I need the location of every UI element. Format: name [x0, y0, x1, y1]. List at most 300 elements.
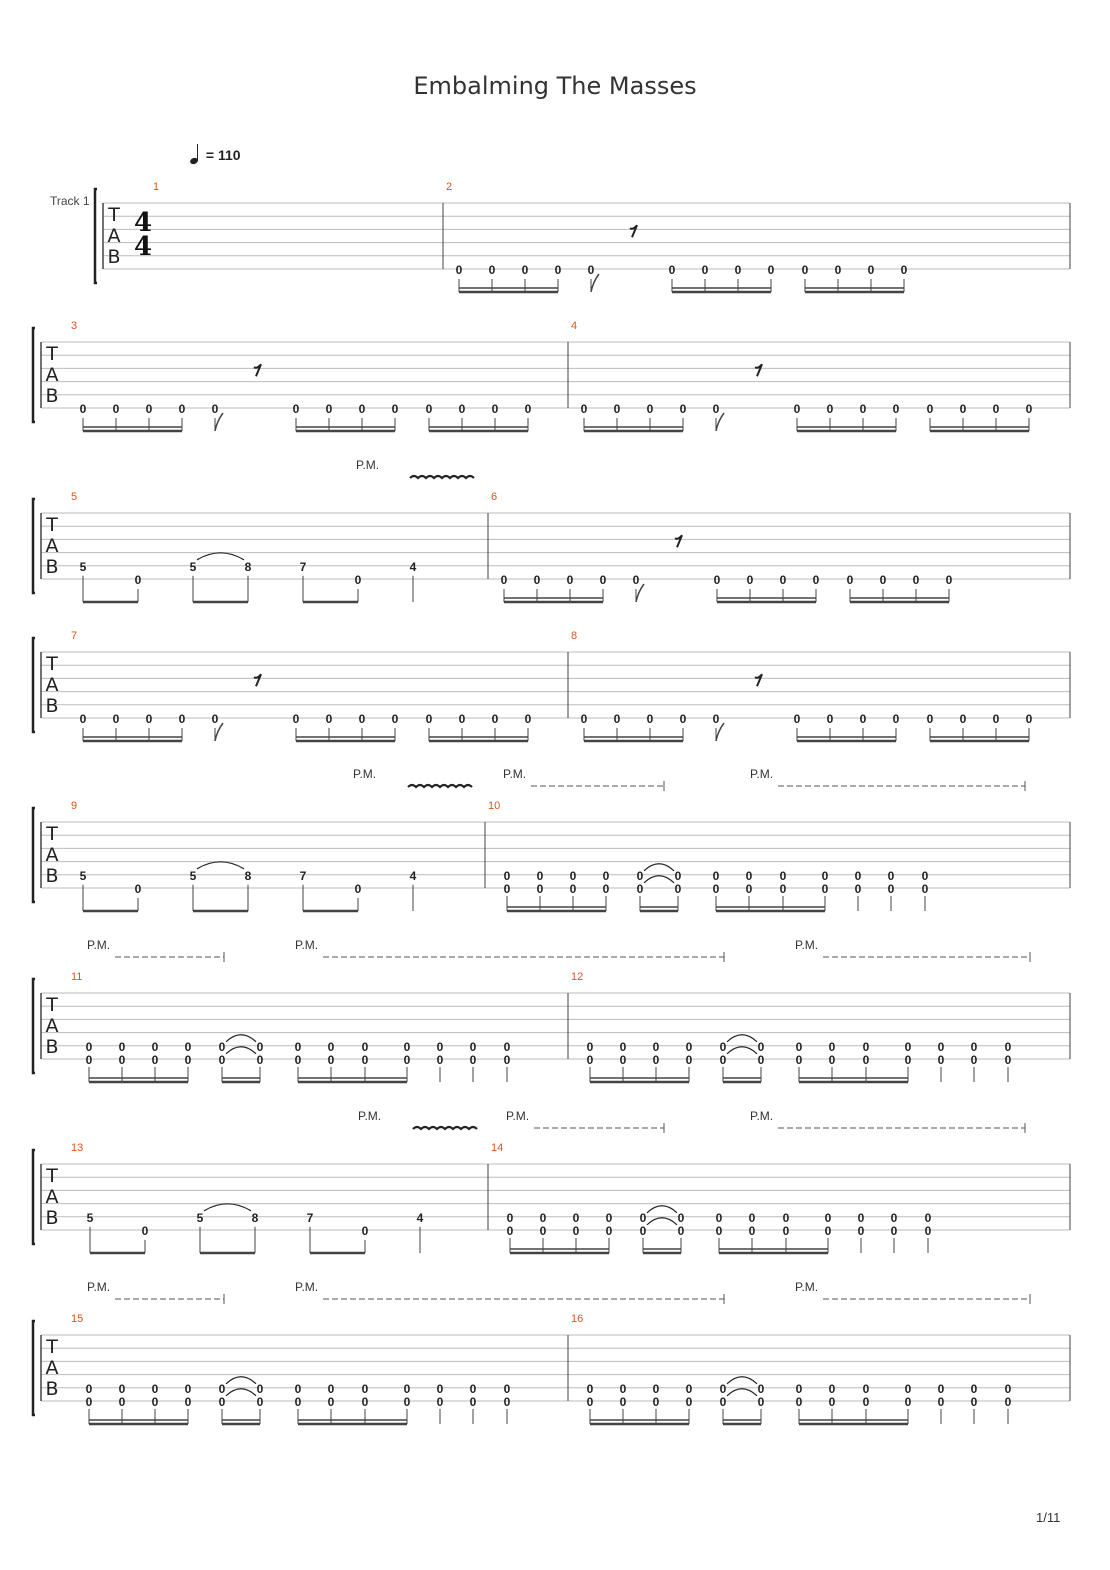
fret-number: 0 [701, 263, 709, 277]
fret-number: 0 [757, 1381, 765, 1396]
fret-number: 0 [327, 1039, 335, 1054]
fret-number: 0 [599, 573, 607, 587]
tie-arc [226, 1035, 256, 1042]
fret-number: 0 [924, 1210, 932, 1225]
palm-mute-label: P.M. [358, 1109, 382, 1123]
fret-number: 0 [358, 402, 366, 416]
fret-number: 4 [409, 559, 417, 574]
measure-number: 7 [71, 630, 78, 642]
fret-number: 0 [145, 712, 153, 726]
fret-number: 0 [294, 1039, 302, 1054]
tab-letter-b: B [45, 1036, 59, 1058]
fret-number: 0 [632, 573, 640, 587]
fret-number: 0 [639, 1210, 647, 1225]
fret-number: 0 [636, 868, 644, 883]
fret-number: 0 [887, 868, 895, 883]
tie-arc [647, 1218, 677, 1225]
fret-number: 0 [652, 1053, 660, 1067]
fret-number: 0 [325, 712, 333, 726]
tie-arc [727, 1377, 757, 1384]
fret-number: 0 [425, 712, 433, 726]
palm-mute-label: P.M. [295, 1280, 319, 1294]
fret-number: 0 [521, 263, 529, 277]
tab-system [33, 1280, 1070, 1424]
fret-number: 0 [970, 1395, 978, 1409]
fret-number: 0 [294, 1395, 302, 1409]
fret-number: 0 [118, 1039, 126, 1054]
fret-number: 5 [189, 559, 197, 574]
fret-number: 0 [970, 1053, 978, 1067]
fret-number: 0 [112, 402, 120, 416]
fret-number: 0 [685, 1039, 693, 1054]
fret-number: 0 [358, 712, 366, 726]
track-label: Track 1 [50, 194, 90, 208]
fret-number: 0 [184, 1395, 192, 1409]
fret-number: 0 [503, 1381, 511, 1396]
eighth-rest [254, 674, 261, 686]
tie-arc [727, 1035, 757, 1042]
tab-system [33, 458, 1070, 602]
fret-number: 0 [325, 402, 333, 416]
fret-number: 0 [652, 1381, 660, 1396]
fret-number: 0 [586, 1053, 594, 1067]
tie-arc [727, 1389, 757, 1396]
fret-number: 0 [890, 1224, 898, 1238]
tab-letter-t: T [46, 994, 58, 1016]
palm-mute-label: P.M. [795, 1280, 819, 1294]
fret-number: 0 [826, 402, 834, 416]
system-bracket [95, 189, 97, 283]
palm-mute-label: P.M. [353, 767, 377, 781]
fret-number: 0 [524, 402, 532, 416]
fret-number: 0 [719, 1039, 727, 1054]
fret-number: 0 [757, 1039, 765, 1054]
fret-number: 0 [218, 1381, 226, 1396]
fret-number: 0 [469, 1039, 477, 1054]
fret-number: 0 [613, 402, 621, 416]
tab-letter-b: B [107, 246, 121, 268]
time-signature-top: 4 [133, 208, 153, 238]
tab-letter-a: A [45, 535, 59, 557]
fret-number: 0 [436, 1039, 444, 1054]
fret-number: 0 [639, 1224, 647, 1238]
tab-letter-a: A [107, 225, 121, 247]
fret-number: 0 [569, 868, 577, 883]
fret-number: 0 [685, 1395, 693, 1409]
fret-number: 0 [425, 402, 433, 416]
fret-number: 0 [636, 882, 644, 896]
tie-arc [226, 1047, 256, 1054]
palm-mute-label: P.M. [87, 1280, 111, 1294]
fret-number: 0 [218, 1053, 226, 1067]
fret-number: 8 [244, 868, 252, 883]
fret-number: 0 [677, 1224, 685, 1238]
tab-letter-b: B [45, 385, 59, 407]
fret-number: 0 [712, 882, 720, 896]
measure-number: 9 [71, 800, 78, 812]
fret-number: 0 [857, 1210, 865, 1225]
tab-letter-b: B [45, 695, 59, 717]
palm-mute-label: P.M. [506, 1109, 530, 1123]
fret-number: 0 [767, 263, 775, 277]
tab-system [33, 630, 1070, 741]
fret-number: 0 [539, 1210, 547, 1225]
tab-letter-a: A [45, 674, 59, 696]
palm-mute-label: P.M. [295, 938, 319, 952]
fret-number: 0 [469, 1053, 477, 1067]
measure-number: 6 [491, 491, 498, 503]
fret-number: 0 [912, 573, 920, 587]
measure-number: 16 [571, 1313, 584, 1325]
measure-number: 2 [446, 181, 453, 193]
tie-arc [226, 1377, 256, 1384]
fret-number: 0 [361, 1381, 369, 1396]
fret-number: 0 [118, 1381, 126, 1396]
fret-number: 0 [580, 712, 588, 726]
fret-number: 0 [619, 1053, 627, 1067]
fret-number: 8 [251, 1210, 259, 1225]
fret-number: 0 [403, 1039, 411, 1054]
fret-number: 0 [834, 263, 842, 277]
fret-number: 0 [937, 1053, 945, 1067]
fret-number: 0 [937, 1039, 945, 1054]
fret-number: 0 [854, 882, 862, 896]
fret-number: 0 [533, 573, 541, 587]
fret-number: 0 [719, 1395, 727, 1409]
eighth-rest [755, 674, 762, 686]
eighth-rest [675, 535, 682, 547]
fret-number: 0 [904, 1039, 912, 1054]
fret-number: 0 [134, 573, 142, 587]
fret-number: 0 [748, 1210, 756, 1225]
fret-number: 0 [734, 263, 742, 277]
fret-number: 0 [824, 1210, 832, 1225]
measure-number: 8 [571, 630, 578, 642]
tab-letter-a: A [45, 1186, 59, 1208]
fret-number: 0 [327, 1381, 335, 1396]
fret-number: 0 [904, 1395, 912, 1409]
tie-arc [204, 1204, 251, 1211]
fret-number: 0 [178, 402, 186, 416]
fret-number: 0 [712, 868, 720, 883]
fret-number: 0 [679, 402, 687, 416]
fret-number: 0 [795, 1053, 803, 1067]
fret-number: 0 [646, 402, 654, 416]
fret-number: 0 [118, 1395, 126, 1409]
fret-number: 0 [503, 1053, 511, 1067]
fret-number: 0 [970, 1381, 978, 1396]
fret-number: 0 [795, 1039, 803, 1054]
fret-number: 0 [184, 1381, 192, 1396]
system-bracket [33, 328, 35, 422]
fret-number: 0 [605, 1210, 613, 1225]
fret-number: 0 [685, 1381, 693, 1396]
fret-number: 7 [299, 559, 307, 574]
tie-arc [226, 1389, 256, 1396]
fret-number: 0 [890, 1210, 898, 1225]
fret-number: 0 [959, 712, 967, 726]
fret-number: 0 [795, 1395, 803, 1409]
fret-number: 0 [937, 1395, 945, 1409]
fret-number: 0 [887, 882, 895, 896]
fret-number: 0 [503, 1039, 511, 1054]
eighth-rest [254, 364, 261, 376]
fret-number: 0 [151, 1395, 159, 1409]
tab-system [33, 767, 1070, 911]
fret-number: 0 [748, 1224, 756, 1238]
fret-number: 0 [85, 1039, 93, 1054]
fret-number: 0 [685, 1053, 693, 1067]
fret-number: 0 [134, 882, 142, 896]
tab-system [33, 320, 1070, 431]
fret-number: 0 [79, 712, 87, 726]
fret-number: 0 [926, 712, 934, 726]
fret-number: 0 [554, 263, 562, 277]
tie-arc [727, 1047, 757, 1054]
fret-number: 0 [779, 882, 787, 896]
fret-number: 0 [256, 1395, 264, 1409]
tie-arc [197, 553, 244, 560]
fret-number: 0 [151, 1053, 159, 1067]
fret-number: 0 [921, 868, 929, 883]
fret-number: 0 [586, 1395, 594, 1409]
fret-number: 5 [86, 1210, 94, 1225]
fret-number: 0 [801, 263, 809, 277]
fret-number: 0 [1004, 1381, 1012, 1396]
tab-letter-t: T [46, 514, 58, 536]
fret-number: 0 [79, 402, 87, 416]
fret-number: 0 [904, 1053, 912, 1067]
fret-number: 0 [458, 712, 466, 726]
tab-letter-a: A [45, 844, 59, 866]
fret-number: 0 [892, 712, 900, 726]
tab-letter-b: B [45, 1378, 59, 1400]
fret-number: 0 [793, 712, 801, 726]
system-bracket [33, 979, 35, 1073]
fret-number: 0 [491, 712, 499, 726]
fret-number: 0 [921, 882, 929, 896]
fret-number: 0 [712, 712, 720, 726]
time-signature-bottom: 4 [133, 232, 153, 262]
system-bracket [33, 499, 35, 593]
fret-number: 0 [506, 1210, 514, 1225]
palm-mute-label: P.M. [356, 458, 380, 472]
fret-number: 0 [327, 1053, 335, 1067]
fret-number: 0 [436, 1395, 444, 1409]
fret-number: 0 [211, 712, 219, 726]
fret-number: 0 [828, 1053, 836, 1067]
fret-number: 5 [189, 868, 197, 883]
fret-number: 0 [145, 402, 153, 416]
fret-number: 0 [566, 573, 574, 587]
measure-number: 11 [71, 971, 83, 983]
fret-number: 0 [862, 1395, 870, 1409]
tie-arc [197, 862, 244, 869]
fret-number: 0 [85, 1381, 93, 1396]
fret-number: 0 [715, 1224, 723, 1238]
fret-number: 0 [779, 573, 787, 587]
fret-number: 0 [361, 1053, 369, 1067]
fret-number: 0 [862, 1053, 870, 1067]
fret-number: 0 [218, 1395, 226, 1409]
palm-mute-label: P.M. [503, 767, 527, 781]
fret-number: 0 [679, 712, 687, 726]
fret-number: 0 [112, 712, 120, 726]
fret-number: 0 [503, 882, 511, 896]
fret-number: 0 [292, 402, 300, 416]
fret-number: 0 [857, 1224, 865, 1238]
palm-mute-label: P.M. [750, 767, 774, 781]
fret-number: 0 [828, 1381, 836, 1396]
fret-number: 0 [1004, 1053, 1012, 1067]
fret-number: 0 [580, 402, 588, 416]
fret-number: 0 [569, 882, 577, 896]
tab-letter-t: T [46, 343, 58, 365]
fret-number: 0 [587, 263, 595, 277]
fret-number: 0 [488, 263, 496, 277]
fret-number: 0 [539, 1224, 547, 1238]
fret-number: 0 [1025, 402, 1033, 416]
fret-number: 0 [719, 1381, 727, 1396]
fret-number: 0 [572, 1224, 580, 1238]
palm-mute-label: P.M. [795, 938, 819, 952]
tempo-value: = 110 [205, 147, 241, 163]
tab-system [33, 1109, 1070, 1253]
fret-number: 0 [403, 1053, 411, 1067]
fret-number: 7 [299, 868, 307, 883]
page-number: 1/11 [1036, 1510, 1061, 1525]
fret-number: 4 [409, 868, 417, 883]
fret-number: 0 [970, 1039, 978, 1054]
fret-number: 0 [757, 1395, 765, 1409]
tab-letter-b: B [45, 1207, 59, 1229]
fret-number: 0 [1004, 1039, 1012, 1054]
vibrato-wavy-line [413, 1127, 477, 1129]
fret-number: 0 [294, 1053, 302, 1067]
fret-number: 0 [256, 1039, 264, 1054]
fret-number: 0 [926, 402, 934, 416]
fret-number: 0 [782, 1224, 790, 1238]
fret-number: 0 [391, 402, 399, 416]
measure-number: 4 [571, 320, 578, 332]
fret-number: 0 [506, 1224, 514, 1238]
fret-number: 0 [821, 882, 829, 896]
measure-number: 3 [71, 320, 78, 332]
fret-number: 0 [619, 1039, 627, 1054]
fret-number: 0 [403, 1381, 411, 1396]
measure-number: 12 [571, 971, 584, 983]
tie-arc [644, 864, 674, 871]
fret-number: 0 [745, 882, 753, 896]
tab-letter-b: B [45, 865, 59, 887]
measure-number: 10 [488, 800, 501, 812]
fret-number: 0 [862, 1039, 870, 1054]
fret-number: 0 [713, 573, 721, 587]
fret-number: 0 [469, 1395, 477, 1409]
fret-number: 0 [793, 402, 801, 416]
measure-number: 14 [491, 1142, 504, 1154]
fret-number: 0 [719, 1053, 727, 1067]
tab-system [95, 181, 1070, 292]
fret-number: 0 [141, 1224, 149, 1238]
fret-number: 0 [619, 1381, 627, 1396]
fret-number: 0 [779, 868, 787, 883]
fret-number: 0 [959, 402, 967, 416]
fret-number: 0 [668, 263, 676, 277]
tab-system [33, 938, 1070, 1082]
tab-letter-a: A [45, 364, 59, 386]
fret-number: 0 [572, 1210, 580, 1225]
palm-mute-label: P.M. [750, 1109, 774, 1123]
fret-number: 0 [327, 1395, 335, 1409]
fret-number: 0 [361, 1395, 369, 1409]
fret-number: 0 [846, 573, 854, 587]
measure-number: 1 [153, 181, 160, 193]
measure-number: 15 [71, 1313, 84, 1325]
fret-number: 0 [536, 882, 544, 896]
fret-number: 0 [524, 712, 532, 726]
fret-number: 0 [118, 1053, 126, 1067]
system-bracket [33, 1321, 35, 1415]
fret-number: 0 [828, 1039, 836, 1054]
fret-number: 0 [455, 263, 463, 277]
fret-number: 0 [184, 1053, 192, 1067]
fret-number: 0 [586, 1039, 594, 1054]
fret-number: 0 [292, 712, 300, 726]
fret-number: 0 [828, 1395, 836, 1409]
fret-number: 0 [677, 1210, 685, 1225]
vibrato-wavy-line [408, 785, 472, 787]
fret-number: 0 [900, 263, 908, 277]
fret-number: 0 [586, 1381, 594, 1396]
fret-number: 0 [867, 263, 875, 277]
tab-letter-t: T [46, 823, 58, 845]
fret-number: 0 [746, 573, 754, 587]
tab-letter-a: A [45, 1015, 59, 1037]
fret-number: 0 [403, 1395, 411, 1409]
fret-number: 0 [361, 1039, 369, 1054]
vibrato-wavy-line [410, 476, 474, 478]
fret-number: 0 [715, 1210, 723, 1225]
fret-number: 0 [391, 712, 399, 726]
fret-number: 4 [416, 1210, 424, 1225]
fret-number: 0 [85, 1395, 93, 1409]
fret-number: 0 [184, 1039, 192, 1054]
tab-letter-t: T [46, 653, 58, 675]
fret-number: 0 [178, 712, 186, 726]
measure-number: 13 [71, 1142, 84, 1154]
fret-number: 0 [904, 1381, 912, 1396]
fret-number: 0 [937, 1381, 945, 1396]
fret-number: 0 [782, 1210, 790, 1225]
fret-number: 0 [436, 1053, 444, 1067]
fret-number: 0 [712, 402, 720, 416]
fret-number: 0 [821, 868, 829, 883]
fret-number: 0 [491, 402, 499, 416]
fret-number: 0 [85, 1053, 93, 1067]
fret-number: 0 [469, 1381, 477, 1396]
tab-letter-t: T [108, 204, 120, 226]
fret-number: 0 [892, 402, 900, 416]
tab-letter-b: B [45, 556, 59, 578]
fret-number: 0 [646, 712, 654, 726]
fret-number: 0 [879, 573, 887, 587]
fret-number: 7 [306, 1210, 314, 1225]
fret-number: 0 [854, 868, 862, 883]
fret-number: 0 [652, 1395, 660, 1409]
tab-letter-t: T [46, 1336, 58, 1358]
fret-number: 0 [218, 1039, 226, 1054]
